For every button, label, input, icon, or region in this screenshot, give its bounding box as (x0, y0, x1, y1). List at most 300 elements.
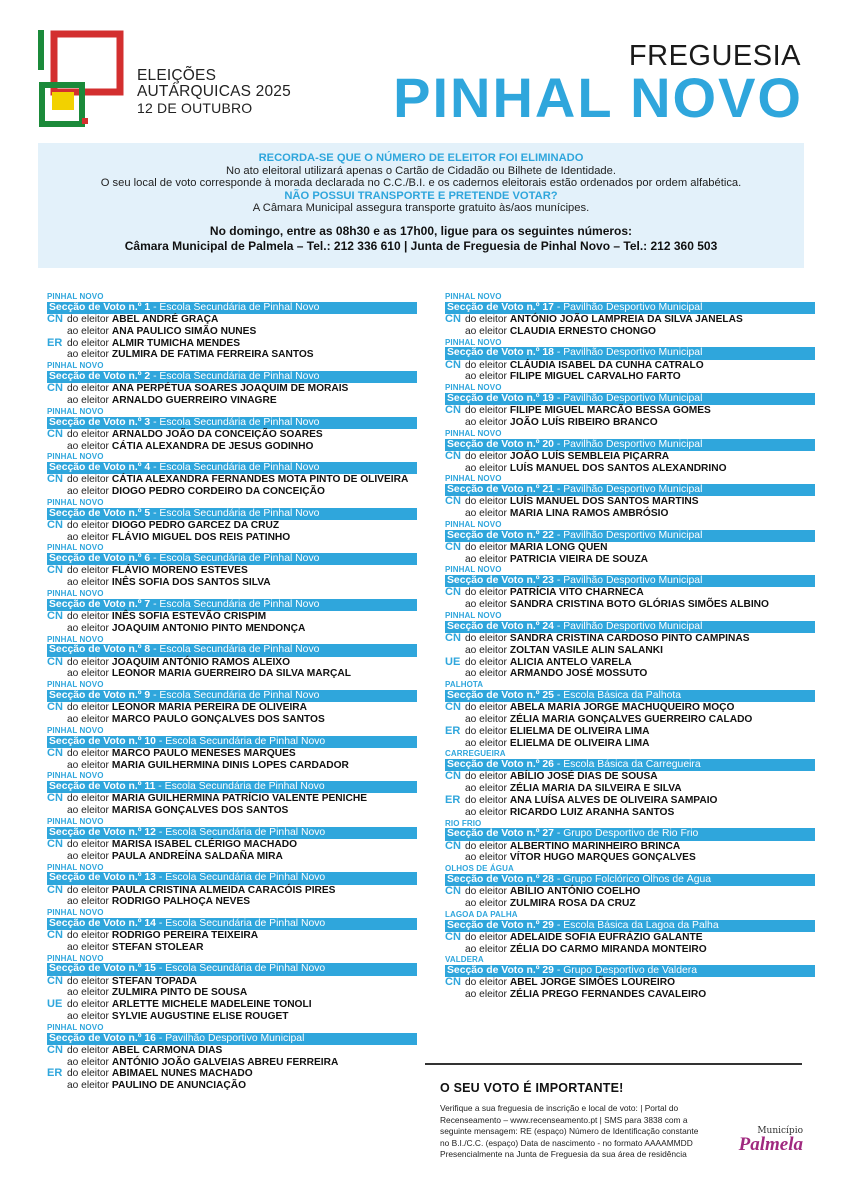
voter-prefix: ao eleitor (465, 737, 507, 749)
voter-range-row (47, 714, 417, 726)
section-locality: PINHAL NOVO (47, 725, 104, 735)
voter-range-row (445, 852, 815, 864)
voter-range-row (445, 932, 815, 944)
voter-name: CLÁUDIA ISABEL DA CUNHA CATRALO (509, 359, 704, 371)
section-header (47, 371, 417, 383)
section-separator: - (150, 416, 160, 428)
voting-section (47, 452, 417, 498)
voter-name: ZÉLIA PREGO FERNANDES CAVALEIRO (509, 989, 707, 1001)
voter-name: MARIA LONG QUEN (509, 541, 608, 553)
section-title: Secção de Voto n.º 7 (49, 598, 151, 610)
voter-type-code: CN (445, 449, 461, 462)
voter-prefix: ao eleitor (465, 943, 507, 955)
voter-name: LEONOR MARIA GUERREIRO DA SILVA MARÇAL (111, 668, 351, 680)
sections-right-column (445, 292, 815, 1001)
section-venue: Escola Secundária de Pinhal Novo (159, 507, 320, 519)
voter-range-row (47, 314, 417, 326)
voting-section (47, 407, 417, 453)
voter-prefix: do eleitor (465, 541, 507, 553)
voter-prefix: do eleitor (465, 405, 507, 417)
voter-name: ARNALDO GUERREIRO VINAGRE (111, 394, 277, 406)
voter-range-row (47, 474, 417, 486)
section-venue: Pavilhão Desportivo Municipal (563, 575, 703, 587)
voting-section (445, 338, 815, 384)
voter-name: PATRÍCIA VITO CHARNECA (509, 587, 644, 599)
voter-name: JOÃO LUÍS SEMBLEIA PIÇARRA (509, 450, 670, 462)
voter-type-code (445, 371, 465, 383)
section-locality: PINHAL NOVO (47, 953, 104, 963)
section-separator: - (553, 690, 564, 702)
voter-prefix: ao eleitor (67, 1011, 109, 1023)
section-venue: Escola Básica da Carregueira (563, 759, 701, 771)
section-venue: Escola Secundária de Pinhal Novo (159, 553, 320, 565)
section-locality: PINHAL NOVO (445, 474, 502, 484)
voter-prefix: do eleitor (465, 313, 507, 325)
section-header (47, 417, 417, 429)
section-header (47, 827, 417, 839)
section-title: Secção de Voto n.º 11 (49, 781, 156, 793)
voter-range-row (445, 668, 815, 680)
section-title: Secção de Voto n.º 18 (447, 347, 554, 359)
voter-type-code: CN (47, 427, 63, 440)
section-locality: PINHAL NOVO (47, 497, 104, 507)
voter-prefix: do eleitor (465, 450, 507, 462)
voter-range-row (445, 496, 815, 508)
section-title: Secção de Voto n.º 28 (447, 873, 554, 885)
section-separator: - (155, 917, 166, 929)
voter-type-code (445, 668, 465, 680)
voter-name: ARNALDO JOÃO DA CONCEIÇÃO SOARES (111, 428, 323, 440)
section-locality: PINHAL NOVO (47, 292, 104, 301)
voter-range-row (47, 1068, 417, 1080)
voter-range-row (445, 898, 815, 910)
voter-type-code (445, 852, 465, 864)
section-locality: PINHAL NOVO (445, 337, 502, 347)
voter-range-row (445, 702, 815, 714)
section-header (445, 920, 815, 932)
voter-name: PATRICIA VIEIRA DE SOUZA (509, 553, 649, 565)
voter-range-row (445, 326, 815, 338)
voter-type-code (445, 508, 465, 520)
voter-name: ABÍLIO JOSÉ DIAS DE SOUSA (509, 771, 658, 783)
voting-section (47, 863, 417, 909)
section-locality: PINHAL NOVO (47, 634, 104, 644)
voter-range-row (47, 326, 417, 338)
voting-section (445, 565, 815, 611)
voter-prefix: ao eleitor (67, 714, 109, 725)
freguesia-label: FREGUESIA (628, 40, 801, 72)
voter-range-row (47, 338, 417, 350)
voter-range-row (47, 793, 417, 805)
section-title: Secção de Voto n.º 12 (49, 826, 156, 838)
voter-type-code: CN (445, 839, 461, 852)
section-separator: - (155, 826, 166, 838)
voter-name: JOAQUIM ANTÓNIO RAMOS ALEIXO (111, 656, 291, 668)
voter-type-code: CN (47, 883, 63, 896)
voter-range-row (445, 508, 815, 520)
voter-name: ABEL CARMONA DIAS (111, 1044, 223, 1056)
section-venue: Grupo Desportivo de Rio Frio (563, 828, 699, 840)
voter-name: JOÃO LUÍS RIBEIRO BRANCO (509, 416, 658, 428)
voting-section (445, 474, 815, 520)
freguesia-name: PINHAL NOVO (393, 66, 803, 129)
voting-section (47, 954, 417, 1023)
voter-prefix: ao eleitor (465, 668, 507, 680)
voter-name: ABELA MARIA JORGE MACHUQUEIRO MOÇO (509, 702, 735, 714)
voter-name: ABIMAEL NUNES MACHADO (111, 1068, 253, 1080)
voter-name: ELIELMA DE OLIVEIRA LIMA (509, 737, 650, 749)
voter-type-code (47, 532, 67, 544)
voter-name: ANTÓNIO JOÃO LAMPREIA DA SILVA JANELAS (509, 313, 743, 325)
section-locality: PINHAL NOVO (445, 292, 502, 301)
voter-type-code: ER (47, 1067, 63, 1080)
voter-name: ALBERTINO MARINHEIRO BRINCA (509, 840, 681, 852)
section-locality: CARREGUEIRA (445, 749, 506, 759)
section-separator: - (150, 301, 160, 313)
voter-name: RODRIGO PEREIRA TEIXEIRA (111, 930, 259, 942)
voting-section (47, 292, 417, 361)
voter-type-code: CN (47, 655, 63, 668)
voter-type-code: CN (445, 885, 461, 898)
voter-prefix: do eleitor (465, 496, 507, 508)
voter-prefix: do eleitor (465, 359, 507, 371)
voter-type-code (445, 463, 465, 475)
voter-prefix: ao eleitor (465, 599, 507, 611)
voter-type-code: CN (47, 312, 63, 325)
section-title: Secção de Voto n.º 14 (49, 917, 156, 929)
voter-prefix: do eleitor (67, 474, 109, 486)
voter-type-code (47, 668, 67, 680)
voter-name: CÁTIA ALEXANDRA FERNANDES MOTA PINTO DE OLIVEIRA (111, 474, 409, 486)
section-locality: RIO FRIO (445, 818, 482, 828)
voter-prefix: do eleitor (67, 1044, 109, 1056)
voter-range-row (47, 851, 417, 863)
section-separator: - (553, 965, 564, 977)
voter-type-code (445, 944, 465, 956)
voter-name: ABÍLIO ANTÓNIO COELHO (509, 886, 641, 898)
voter-prefix: do eleitor (67, 519, 109, 531)
section-locality: PINHAL NOVO (47, 361, 104, 371)
voting-section (47, 635, 417, 681)
voter-prefix: ao eleitor (67, 486, 109, 498)
section-venue: Pavilhão Desportivo Municipal (563, 392, 703, 404)
voter-prefix: ao eleitor (67, 531, 109, 543)
section-venue: Escola Secundária de Pinhal Novo (159, 598, 320, 610)
voter-prefix: do eleitor (67, 428, 109, 440)
section-venue: Pavilhão Desportivo Municipal (563, 347, 703, 359)
voter-range-row (47, 532, 417, 544)
voting-section (445, 749, 815, 818)
voter-prefix: ao eleitor (67, 325, 109, 337)
voter-name: FILIPE MIGUEL CARVALHO FARTO (509, 371, 681, 383)
section-venue: Pavilhão Desportivo Municipal (563, 620, 703, 632)
voter-type-code: CN (47, 610, 63, 623)
section-title: Secção de Voto n.º 3 (49, 416, 151, 428)
section-separator: - (150, 690, 160, 702)
section-title: Secção de Voto n.º 6 (49, 553, 151, 565)
voter-name: LUÍS MANUEL DOS SANTOS MARTINS (509, 496, 699, 508)
voter-type-code (47, 805, 67, 817)
section-venue: Grupo Desportivo de Valdera (563, 965, 698, 977)
info-line-2: No ato eleitoral utilizará apenas o Cartão de Cidadão ou Bilhete de Identidade. (226, 164, 616, 177)
voter-prefix: do eleitor (67, 383, 109, 395)
section-locality: PINHAL NOVO (47, 589, 104, 599)
voter-type-code (47, 326, 67, 338)
section-separator: - (553, 575, 564, 587)
voter-name: INÊS SOFIA DOS SANTOS SILVA (111, 577, 271, 589)
voter-prefix: do eleitor (465, 771, 507, 783)
voter-prefix: ao eleitor (67, 394, 109, 406)
voter-range-row (47, 930, 417, 942)
section-separator: - (553, 529, 564, 541)
section-separator: - (553, 873, 564, 885)
voter-type-code: CN (445, 540, 461, 553)
voter-type-code (47, 441, 67, 453)
voter-name: JOAQUIM ANTONIO PINTO MENDONÇA (111, 622, 306, 634)
section-separator: - (553, 919, 564, 931)
voter-range-row (445, 417, 815, 429)
voter-range-row (445, 587, 815, 599)
voter-prefix: do eleitor (465, 840, 507, 852)
section-title: Secção de Voto n.º 26 (447, 759, 554, 771)
voter-range-row (47, 748, 417, 760)
voter-range-row (47, 942, 417, 954)
section-header (47, 918, 417, 930)
voter-type-code: UE (445, 655, 461, 668)
section-separator: - (155, 963, 166, 975)
voter-prefix: do eleitor (465, 931, 507, 943)
voter-prefix: ao eleitor (465, 553, 507, 565)
section-venue: Pavilhão Desportivo Municipal (563, 301, 703, 313)
voter-prefix: ao eleitor (465, 783, 507, 795)
voting-section (47, 543, 417, 589)
section-header (47, 462, 417, 474)
voter-name: DIOGO PEDRO CORDEIRO DA CONCEIÇÃO (111, 486, 325, 498)
voter-name: ADELAIDE SOFIA EUFRÁZIO GALANTE (509, 931, 703, 943)
voter-range-row (47, 657, 417, 669)
voter-name: SYLVIE AUGUSTINE ELISE ROUGET (111, 1011, 289, 1023)
section-locality: PINHAL NOVO (445, 519, 502, 529)
voter-name: FILIPE MIGUEL MARCÃO BESSA GOMES (509, 405, 711, 417)
voter-range-row (445, 977, 815, 989)
section-title: Secção de Voto n.º 8 (49, 644, 151, 656)
voter-prefix: ao eleitor (465, 806, 507, 818)
voter-range-row (47, 760, 417, 772)
section-header (445, 759, 815, 771)
voter-name: SANDRA CRISTINA CARDOSO PINTO CAMPINAS (509, 633, 750, 645)
voter-prefix: ao eleitor (67, 850, 109, 862)
voter-prefix: do eleitor (465, 702, 507, 714)
voter-type-code (47, 851, 67, 863)
voting-section (47, 726, 417, 772)
voter-type-code (47, 896, 67, 908)
voter-type-code: ER (445, 793, 461, 806)
section-header (445, 347, 815, 359)
voter-name: ANA PERPÉTUA SOARES JOAQUIM DE MORAIS (111, 383, 349, 395)
voter-name: MARIA GUILHERMINA PATRÍCIO VALENTE PENICHE (111, 793, 367, 805)
voter-prefix: do eleitor (67, 565, 109, 577)
voter-type-code: CN (445, 770, 461, 783)
voter-range-row (47, 999, 417, 1011)
section-locality: PINHAL NOVO (47, 862, 104, 872)
voter-range-row (445, 886, 815, 898)
section-venue: Escola Secundária de Pinhal Novo (159, 462, 320, 474)
section-header (47, 781, 417, 793)
election-title (137, 68, 291, 116)
voter-type-code: CN (47, 974, 63, 987)
section-locality: LAGOA DA PALHA (445, 909, 518, 919)
section-venue: Escola Secundária de Pinhal Novo (159, 416, 320, 428)
voter-prefix: do eleitor (465, 794, 507, 806)
voter-range-row (445, 314, 815, 326)
voting-section (445, 819, 815, 865)
section-separator: - (150, 598, 160, 610)
voting-section (47, 817, 417, 863)
section-venue: Escola Secundária de Pinhal Novo (159, 301, 320, 313)
voter-prefix: ao eleitor (465, 325, 507, 337)
voter-prefix: do eleitor (67, 702, 109, 714)
voter-range-row (445, 405, 815, 417)
voter-type-code (47, 486, 67, 498)
voter-name: STEFAN STOLEAR (111, 941, 204, 953)
voter-prefix: do eleitor (67, 930, 109, 942)
section-header (47, 1033, 417, 1045)
voter-range-row (445, 645, 815, 657)
voter-range-row (47, 1080, 417, 1092)
section-locality: PINHAL NOVO (47, 1022, 104, 1032)
section-title: Secção de Voto n.º 9 (49, 690, 151, 702)
voter-prefix: ao eleitor (465, 852, 507, 864)
voting-section (47, 908, 417, 954)
voter-type-code (445, 326, 465, 338)
section-venue: Pavilhão Desportivo Municipal (563, 438, 703, 450)
section-header (445, 484, 815, 496)
voter-range-row (47, 395, 417, 407)
section-locality: PINHAL NOVO (47, 543, 104, 553)
info-line-7: Câmara Municipal de Palmela – Tel.: 212 336 610 | Junta de Freguesia de Pinhal Novo – Tel.: 212 360 503 (124, 239, 718, 254)
section-title: Secção de Voto n.º 2 (49, 370, 151, 382)
voter-type-code (445, 898, 465, 910)
voter-name: ZULMIRA PINTO DE SOUSA (111, 987, 248, 999)
section-header (47, 872, 417, 884)
voter-prefix: do eleitor (67, 1068, 109, 1080)
footer-note (440, 1103, 705, 1161)
voter-name: MARCO PAULO MENESES MARQUES (111, 747, 296, 759)
section-locality: PINHAL NOVO (445, 428, 502, 438)
voter-name: ARMANDO JOSÉ MOSSUTO (509, 668, 648, 680)
voter-range-row (445, 726, 815, 738)
voter-range-row (445, 714, 815, 726)
section-separator: - (150, 370, 160, 382)
voter-range-row (47, 383, 417, 395)
voter-name: CÁTIA ALEXANDRA DE JESUS GODINHO (111, 440, 314, 452)
voter-type-code: CN (445, 586, 461, 599)
info-line-5: A Câmara Municipal assegura transporte gratuito às/aos munícipes. (252, 202, 590, 215)
section-locality: PINHAL NOVO (47, 816, 104, 826)
section-venue: Escola Secundária de Pinhal Novo (159, 644, 320, 656)
voter-range-row (445, 841, 815, 853)
voter-name: LEONOR MARIA PEREIRA DE OLIVEIRA (111, 702, 308, 714)
palmela-wordmark: Palmela (738, 1134, 803, 1155)
voter-prefix: ao eleitor (67, 987, 109, 999)
voter-type-code: UE (47, 998, 63, 1011)
voting-section (445, 383, 815, 429)
voter-prefix: ao eleitor (465, 462, 507, 474)
section-separator: - (553, 620, 564, 632)
section-header (47, 690, 417, 702)
section-locality: OLHOS DE ÁGUA (445, 864, 514, 874)
voter-range-row (445, 738, 815, 750)
voter-type-code: CN (445, 404, 461, 417)
voter-type-code (445, 807, 465, 819)
section-header (445, 302, 815, 314)
voter-range-row (47, 1011, 417, 1023)
voter-type-code: CN (47, 929, 63, 942)
voter-type-code: CN (47, 746, 63, 759)
voter-range-row (445, 371, 815, 383)
section-venue: Grupo Folclórico Olhos de Água (563, 873, 712, 885)
section-venue: Escola Secundária de Pinhal Novo (164, 781, 325, 793)
voter-name: FLÁVIO MORENO ESTEVES (111, 565, 248, 577)
section-locality: PINHAL NOVO (445, 611, 502, 621)
voter-prefix: do eleitor (67, 313, 109, 325)
section-header (445, 828, 815, 840)
voter-name: DIOGO PEDRO GARCEZ DA CRUZ (111, 519, 280, 531)
voter-name: LUÍS MANUEL DOS SANTOS ALEXANDRINO (509, 462, 727, 474)
voter-prefix: do eleitor (465, 725, 507, 737)
voter-prefix: ao eleitor (67, 1056, 109, 1068)
section-locality: PINHAL NOVO (47, 406, 104, 416)
voter-name: ELIELMA DE OLIVEIRA LIMA (509, 725, 650, 737)
voter-name: CLAUDIA ERNESTO CHONGO (509, 325, 656, 337)
section-title: Secção de Voto n.º 15 (49, 963, 156, 975)
voter-type-code (47, 395, 67, 407)
voter-prefix: ao eleitor (67, 577, 109, 589)
section-venue: Pavilhão Desportivo Municipal (563, 529, 703, 541)
voter-prefix: do eleitor (465, 656, 507, 668)
voter-prefix: ao eleitor (465, 508, 507, 520)
voter-prefix: ao eleitor (465, 416, 507, 428)
section-title: Secção de Voto n.º 4 (49, 462, 151, 474)
voter-range-row (47, 1057, 417, 1069)
section-locality: PINHAL NOVO (47, 452, 104, 462)
voter-type-code: CN (47, 837, 63, 850)
section-header (47, 508, 417, 520)
voting-section (445, 520, 815, 566)
voter-prefix: ao eleitor (465, 644, 507, 656)
voting-section (47, 361, 417, 407)
section-separator: - (150, 553, 160, 565)
voter-type-code (445, 417, 465, 429)
voter-type-code: CN (445, 358, 461, 371)
section-title: Secção de Voto n.º 29 (447, 919, 554, 931)
voter-range-row (445, 599, 815, 611)
section-header (445, 530, 815, 542)
election-line2: AUTÁRQUICAS 2025 (137, 83, 291, 100)
voter-type-code: CN (445, 312, 461, 325)
footer-note-2: Presencialmente na Junta de Freguesia da sua área de residência (440, 1149, 687, 1159)
sections-left-column (47, 292, 417, 1092)
voter-name: ANA PAULICO SIMÃO NUNES (111, 325, 257, 337)
section-venue: Pavilhão Desportivo Municipal (563, 484, 703, 496)
section-venue: Escola Básica da Lagoa da Palha (563, 919, 719, 931)
voter-prefix: ao eleitor (67, 622, 109, 634)
voter-type-code (47, 623, 67, 635)
voter-name: MARIA LINA RAMOS AMBRÓSIO (509, 508, 669, 520)
section-header (47, 963, 417, 975)
section-venue: Escola Secundária de Pinhal Novo (165, 872, 326, 884)
voting-section (445, 955, 815, 1001)
